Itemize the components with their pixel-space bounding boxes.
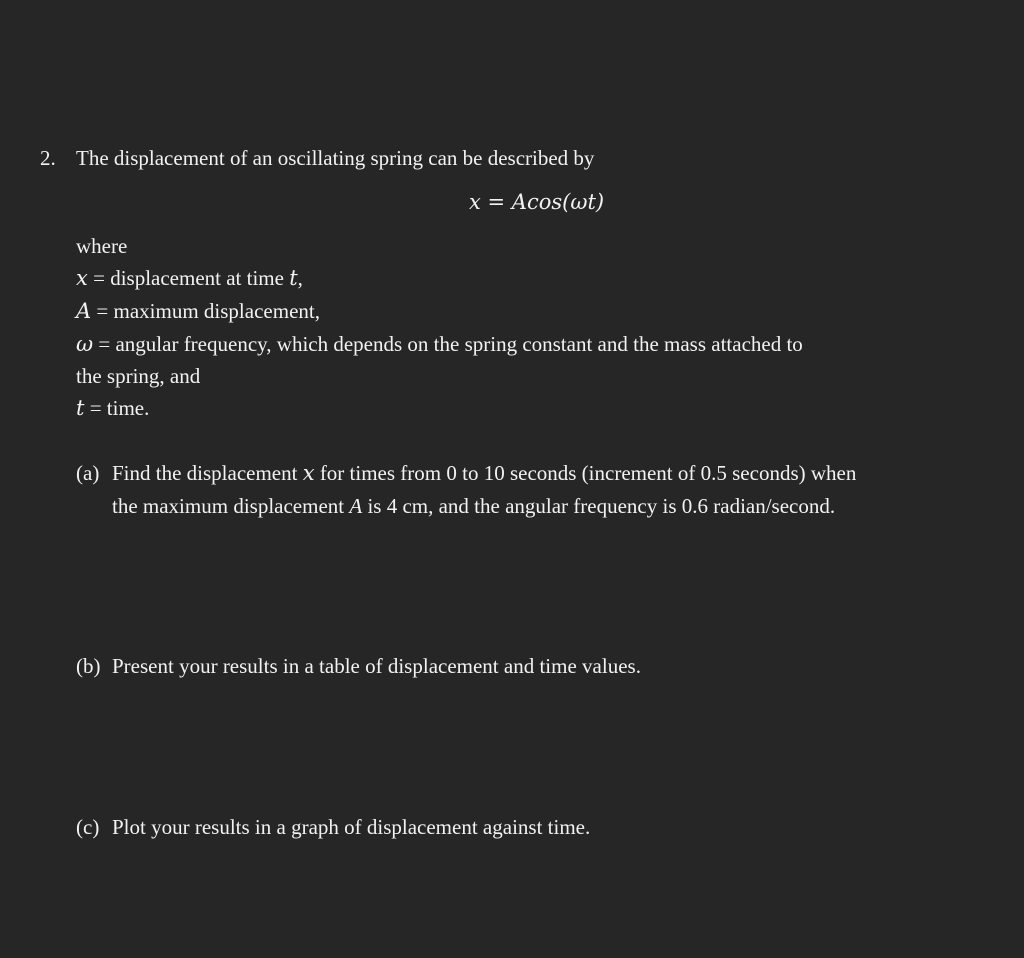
question-intro: The displacement of an oscillating spring can be described by (76, 146, 595, 170)
def-x-symbol: x (76, 266, 88, 290)
equation-t: t (587, 190, 596, 214)
definition-A (76, 301, 320, 322)
def-A-symbol: A (76, 299, 92, 323)
def-A-text: maximum displacement, (113, 299, 320, 323)
definition-t (76, 398, 149, 419)
part-a-label: (a) (76, 461, 100, 485)
definition-x (76, 268, 303, 289)
def-x-equals: = (87, 266, 111, 290)
def-x-end: , (297, 266, 303, 290)
equation-x: x (469, 190, 481, 214)
equation-close: ) (595, 190, 605, 214)
def-x-text: displacement at time (110, 266, 290, 290)
part-a-line1-pre: Find the displacement (112, 461, 303, 485)
def-t-text: time. (106, 396, 150, 420)
def-omega-equals: = (93, 332, 116, 356)
part-a-line1 (112, 463, 856, 484)
part-a-line2-post: is 4 cm, and the angular frequency is 0.6 radian/second. (362, 494, 836, 518)
part-a-line2 (112, 496, 835, 517)
equation-A: A (511, 190, 527, 214)
part-a-var-x: x (302, 461, 315, 485)
equation-cos: cos( (526, 190, 571, 214)
part-a-line1-post: for times from 0 to 10 seconds (increment of 0.5 seconds) when (314, 461, 857, 485)
def-A-equals: = (91, 299, 114, 323)
displacement-equation (469, 192, 604, 213)
question-number: 2. (40, 146, 56, 170)
part-b-label: (b) (76, 654, 101, 678)
part-c-label: (c) (76, 815, 100, 839)
part-b-text: Present your results in a table of displacement and time values. (112, 654, 641, 678)
def-t-equals: = (84, 396, 107, 420)
def-x-var: t (289, 266, 298, 290)
part-a-line2-pre: the maximum displacement (112, 494, 350, 518)
definition-omega (76, 334, 803, 355)
where-label: where (76, 234, 128, 258)
part-c-text: Plot your results in a graph of displacement against time. (112, 815, 591, 839)
def-omega-symbol: ω (76, 332, 94, 356)
def-t-symbol: t (76, 396, 85, 420)
equation-equals: = (480, 190, 512, 214)
definition-omega-continued: the spring, and (76, 364, 201, 388)
def-omega-text: angular frequency, which depends on the spring constant and the mass attached to (115, 332, 803, 356)
part-a-var-A: A (349, 494, 363, 518)
equation-omega: ω (570, 190, 588, 214)
